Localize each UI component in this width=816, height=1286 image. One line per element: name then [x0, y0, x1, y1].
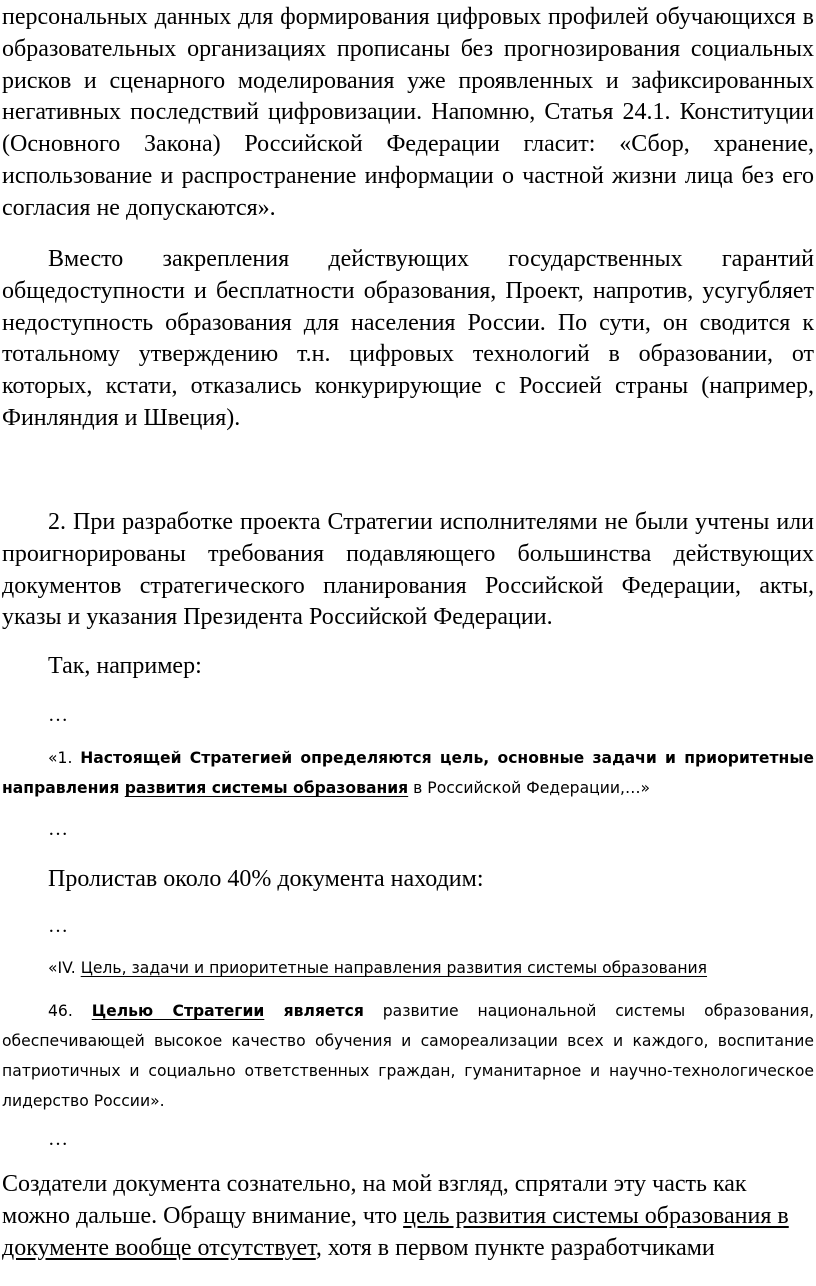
quote-bold-underlined: развития системы образования: [124, 779, 409, 797]
paragraph-personal-data: персональных данных для формирования цифровых профилей обучающихся в образовательных организациях прописаны без прогнозирования социальных рисков и сценарного моделирования уже проявленных и зафиксированных негативных последствий цифровизации. Напомню, Статья 24.1. Конституции (Основного Закона) Российской Федерации гласит: «Сбор, хранение, использование и распространение информации о частной жизни лица без его согласия не допускаются».: [2, 4, 814, 221]
ellipsis-4: …: [48, 1128, 68, 1150]
ellipsis-1: …: [48, 704, 68, 726]
ellipsis-3: …: [48, 915, 68, 937]
conclusion-part2: , хотя в первом пункте разработчиками: [315, 1234, 715, 1261]
quote-section-title: Цель, задачи и приоритетные направления развития системы образования: [80, 959, 708, 977]
ellipsis-2: …: [48, 818, 68, 840]
conclusion-paragraph: [2, 1169, 792, 1264]
quote-item-number: 46.: [48, 1002, 92, 1020]
quote-strategy-goal: [2, 743, 814, 803]
quote-purpose-rest: развитие национальной системы образования, обеспечивающей высокое качество обучения и самореализации всех и каждого, воспитание патриотичных и социально ответственных граждан, гуманитарное и научно-технологическое лидерство России».: [2, 1002, 814, 1110]
quote-bold-text: Настоящей Стратегией определяются цель, основные задачи и приоритетные направления: [2, 749, 814, 797]
conclusion-underlined: цель развития системы образования в документе вообще отсутствует: [2, 1202, 789, 1261]
quote-section-heading: [48, 953, 808, 983]
quote-purpose-bold: является: [264, 1002, 364, 1020]
quote-section-open: «IV.: [48, 959, 81, 977]
example-intro: Так, например:: [48, 653, 202, 679]
found-text: Пролистав около 40% документа находим:: [48, 866, 484, 892]
quote-rest: в Российской Федерации,…»: [408, 779, 651, 797]
paragraph-strategic-documents: 2. При разработке проекта Стратегии исполнителями не были учтены или проигнорированы требования подавляющего большинства действующих документов стратегического планирования Российской Федерации, акты, указы и указания Президента Российской Федерации.: [2, 509, 814, 631]
quote-purpose-underlined: Целью Стратегии: [91, 1002, 265, 1020]
quote-open: «1.: [48, 749, 81, 767]
quote-strategy-purpose: [2, 996, 814, 1116]
paragraph-access-to-education: Вместо закрепления действующих государственных гарантий общедоступности и бесплатности образования, Проект, напротив, усугубляет недоступность образования для населения России. По сути, он сводится к тотальному утверждению т.н. цифровых технологий в образовании, от которых, кстати, отказались конкурирующие с Россией страны (например, Финляндия и Швеция).: [2, 246, 814, 431]
conclusion-part1: Создатели документа сознательно, на мой взгляд, спрятали эту часть как можно дальше. Обращу внимание, что: [2, 1171, 747, 1229]
